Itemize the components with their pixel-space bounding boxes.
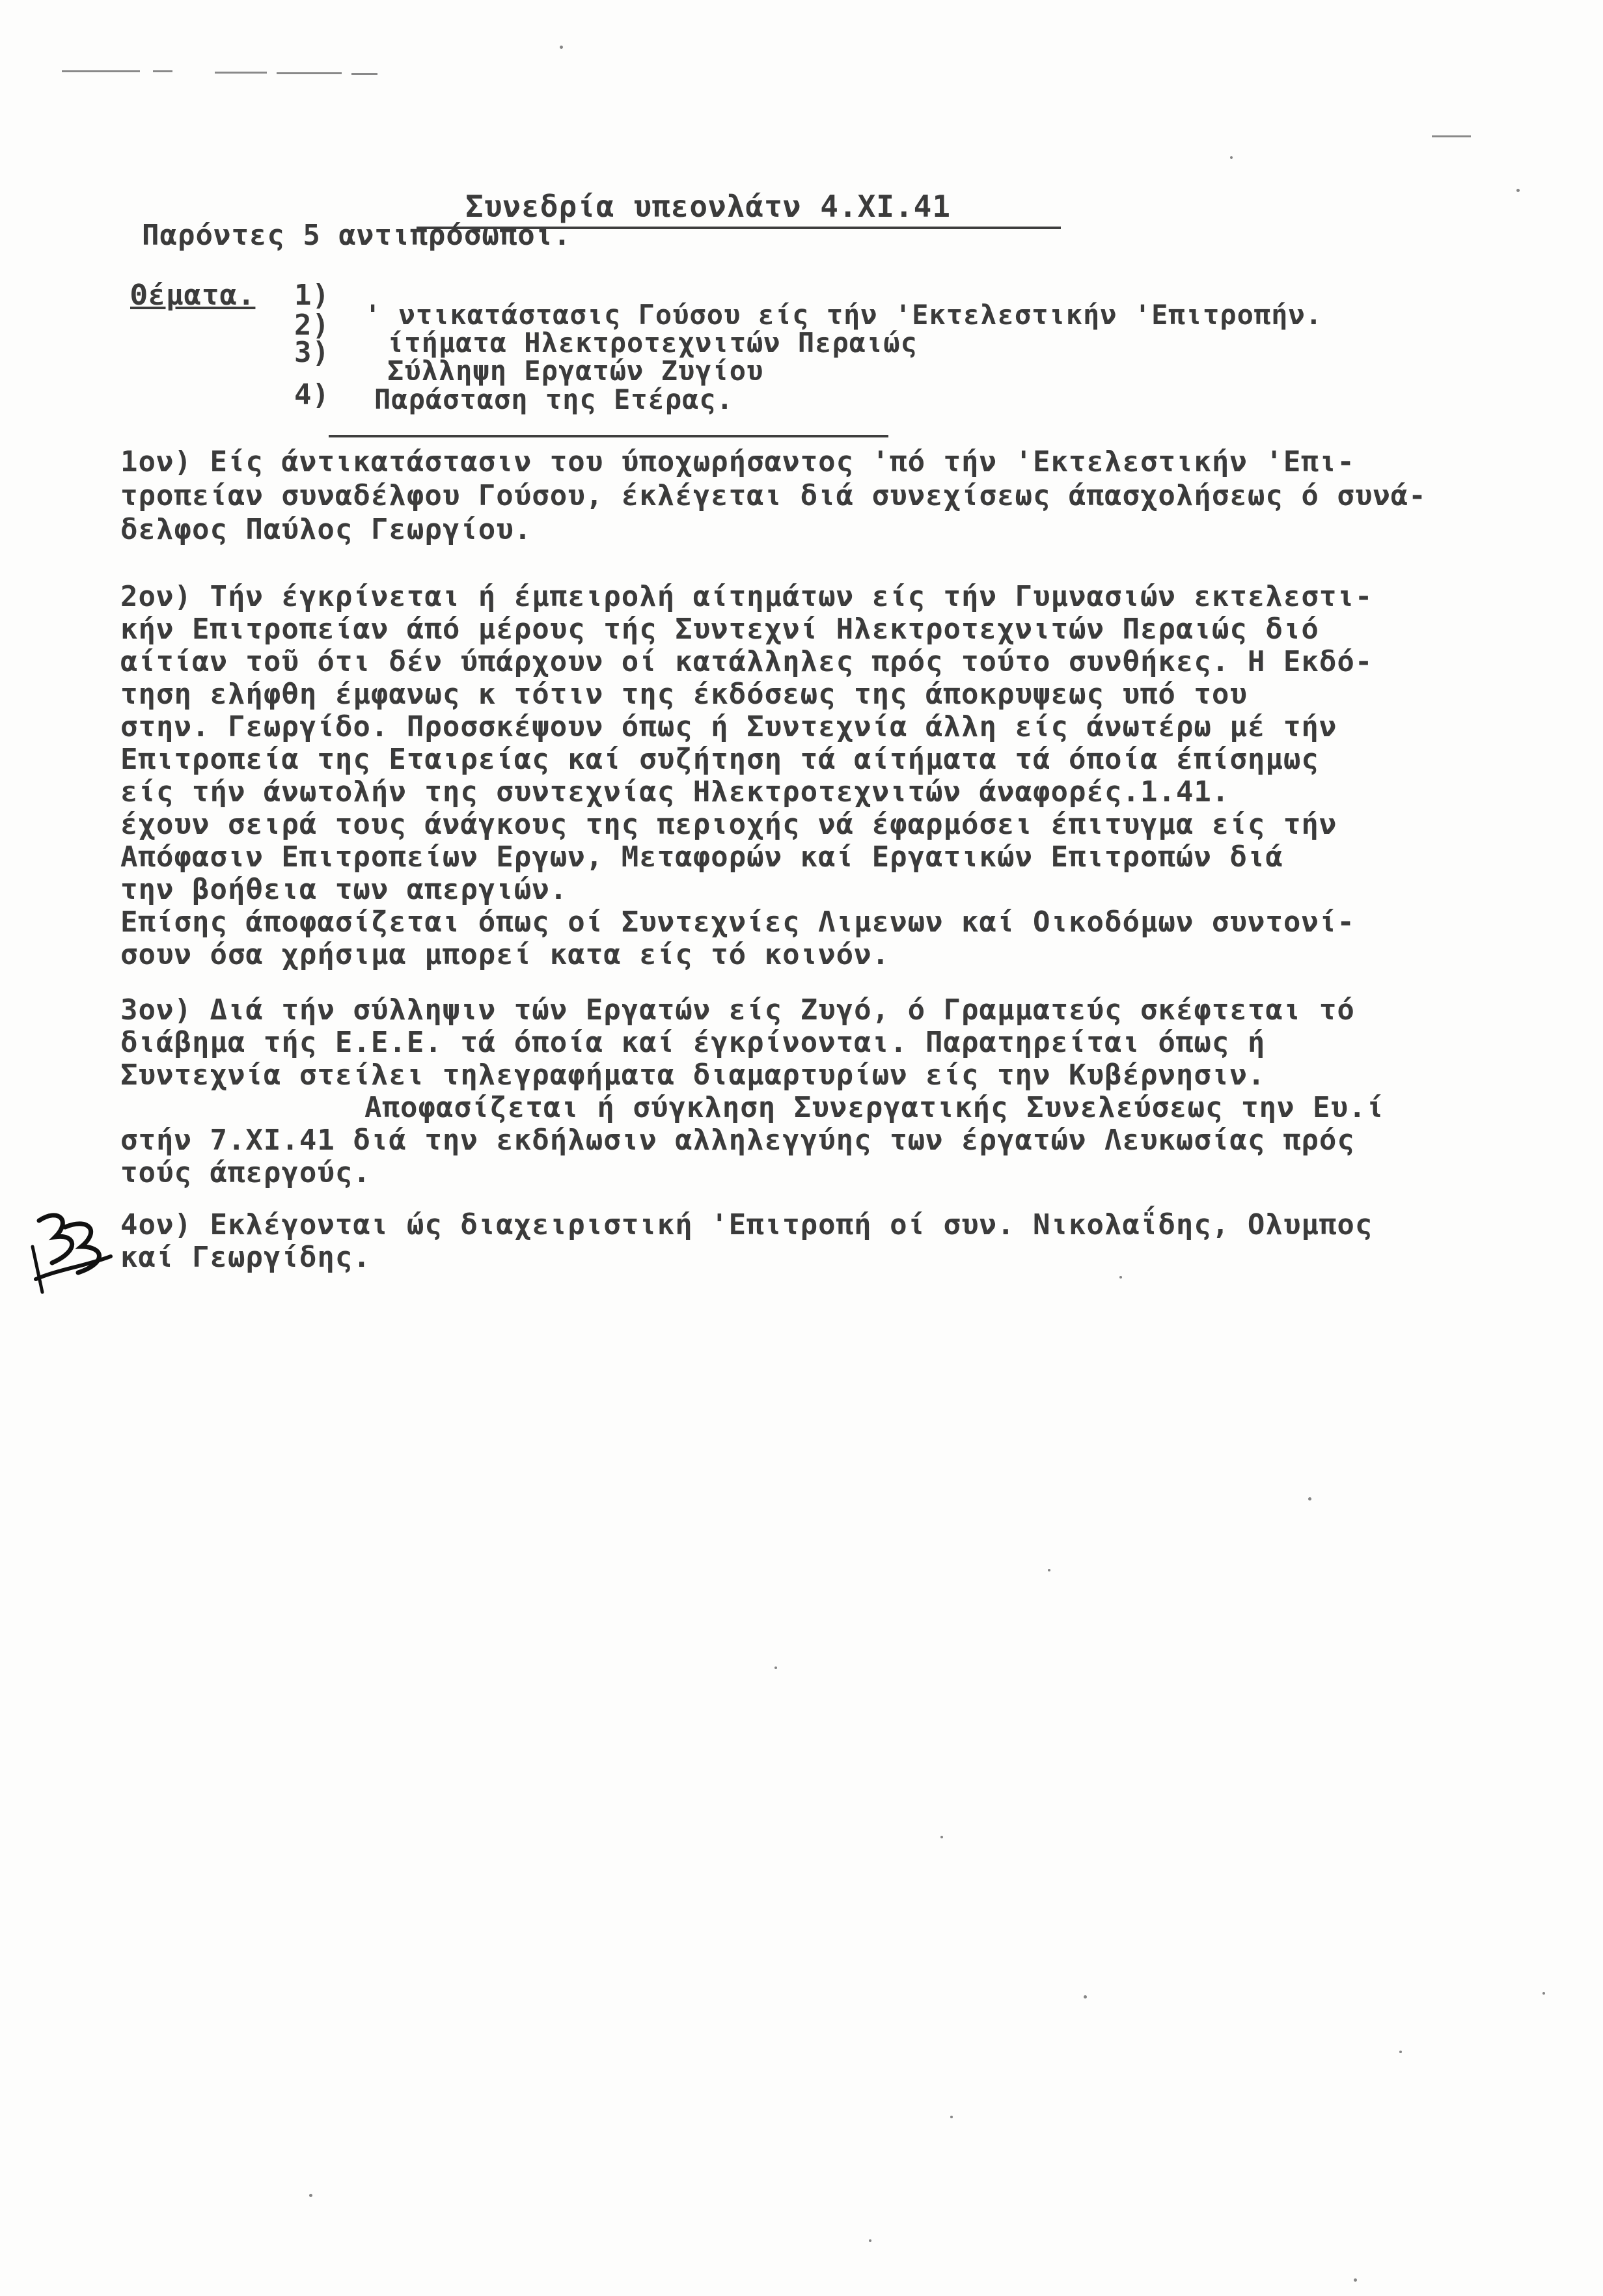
- paragraph-1-line: τροπείαν συναδέλφου Γούσου, έκλέγεται διά συνεχίσεως άπασχολήσεως ό συνά-: [120, 479, 1427, 512]
- scan-artifact-line: [215, 72, 267, 74]
- paragraph-2-line: κήν Επιτροπείαν άπό μέρους τής Συντεχνί Ηλεκτροτεχνιτών Περαιώς διό: [120, 613, 1319, 646]
- agenda-number: 4): [294, 378, 330, 411]
- paragraph-3-line: Συντεχνία στείλει τηλεγραφήματα διαμαρτυρίων είς την Κυβέρνησιν.: [120, 1058, 1266, 1092]
- agenda-number: 1): [294, 279, 330, 312]
- scan-speck: [1542, 1992, 1545, 1995]
- paragraph-2-line: αίτίαν τοῦ ότι δέν ύπάρχουν οί κατάλληλες πρός τούτο συνθήκες. Η Εκδό-: [120, 645, 1373, 678]
- paragraph-2-line: σουν όσα χρήσιμα μπορεί κατα είς τό κοινόν.: [120, 938, 890, 971]
- paragraph-2-line: 2ον) Τήν έγκρίνεται ή έμπειρολή αίτημάτων είς τήν Γυμνασιών εκτελεστι-: [120, 580, 1373, 613]
- scan-speck: [1119, 1276, 1122, 1279]
- scan-artifact-line: [1432, 135, 1471, 137]
- handwritten-margin-mark: [26, 1201, 117, 1299]
- agenda-item: Παράσταση της Ετέρας.: [374, 383, 734, 415]
- scan-artifact-line: [62, 70, 140, 72]
- scan-speck: [1048, 1569, 1050, 1571]
- scan-speck: [1084, 1995, 1087, 1999]
- agenda-label: Θέματα.: [130, 279, 256, 312]
- paragraph-3-line: 3ον) Διά τήν σύλληψιν τών Εργατών είς Ζυγό, ό Γραμματεύς σκέφτεται τό: [120, 993, 1355, 1027]
- paragraph-1-line: δελφος Παύλος Γεωργίου.: [120, 513, 532, 546]
- scan-speck: [309, 2194, 312, 2197]
- agenda-item: ίτήματα Ηλεκτροτεχνιτών Περαιώς: [387, 327, 918, 359]
- agenda-item: Σύλληψη Εργατών Ζυγίου: [387, 355, 764, 387]
- paragraph-2-line: την βοήθεια των απεργιών.: [120, 873, 568, 906]
- scan-artifact-line: [351, 73, 377, 75]
- scan-speck: [1516, 189, 1520, 192]
- paragraph-2-line: Επίσης άποφασίζεται όπως οί Συντεχνίες Λιμενων καί Οικοδόμων συντονί-: [120, 906, 1355, 939]
- agenda-number: 2): [294, 309, 330, 342]
- scan-speck: [1308, 1497, 1311, 1501]
- scan-speck: [1399, 2051, 1402, 2053]
- scan-speck: [560, 46, 563, 49]
- paragraph-1-line: 1ον) Είς άντικατάστασιν του ύποχωρήσαντος 'πό τήν 'Εκτελεστικήν 'Επι-: [120, 445, 1355, 478]
- paragraph-2-line: στην. Γεωργίδο. Προσσκέψουν όπως ή Συντεχνία άλλη είς άνωτέρω μέ τήν: [120, 710, 1337, 743]
- scan-speck: [869, 2239, 871, 2242]
- scan-speck: [774, 1667, 777, 1669]
- paragraph-3-line: διάβημα τής Ε.Ε.Ε. τά όποία καί έγκρίνονται. Παρατηρείται όπως ή: [120, 1026, 1266, 1059]
- paragraph-2-line: τηση ελήφθη έμφανως κ τότιν της έκδόσεως της άποκρυψεως υπό του: [120, 678, 1248, 711]
- document-title: Συνεδρία υπεονλάτν 4.ΧΙ.41: [465, 189, 952, 224]
- scan-speck: [940, 1836, 943, 1838]
- attendance-line: Παρόντες 5 αντιπρόσωποι.: [142, 219, 571, 252]
- paragraph-2-line: έχουν σειρά τους άνάγκους της περιοχής νά έφαρμόσει έπιτυγμα είς τήν: [120, 808, 1337, 841]
- agenda-underline: [329, 435, 888, 437]
- paragraph-2-line: είς τήν άνωτολήν της συντεχνίας Ηλεκτροτεχνιτών άναφορές.1.41.: [120, 775, 1230, 809]
- agenda-item: ' ντικατάστασις Γούσου είς τήν 'Εκτελεστικήν 'Επιτροπήν.: [364, 299, 1323, 331]
- paragraph-3-line: στήν 7.ΧΙ.41 διά την εκδήλωσιν αλληλεγγύης των έργατών Λευκωσίας πρός: [120, 1124, 1355, 1157]
- paragraph-2-line: Απόφασιν Επιτροπείων Εργων, Μεταφορών καί Εργατικών Επιτροπών διά: [120, 840, 1283, 874]
- scan-artifact-line: [277, 72, 342, 74]
- paragraph-4-line: 4ον) Εκλέγονται ώς διαχειριστική 'Επιτροπή οί συν. Νικολαΐδης, Ολυμπος: [120, 1208, 1373, 1241]
- agenda-number: 3): [294, 336, 330, 369]
- scan-speck: [1354, 2278, 1357, 2282]
- scan-speck: [1230, 156, 1233, 159]
- paragraph-3-line: Αποφασίζεται ή σύγκληση Συνεργατικής Συνελεύσεως την Ευ.ί: [364, 1091, 1384, 1124]
- scan-speck: [950, 2116, 953, 2118]
- scan-artifact-line: [153, 70, 172, 72]
- paragraph-4-line: καί Γεωργίδης.: [120, 1241, 371, 1274]
- paragraph-2-line: Επιτροπεία της Εταιρείας καί συζήτηση τά αίτήματα τά όποία έπίσημως: [120, 743, 1319, 776]
- paragraph-3-line: τούς άπεργούς.: [120, 1156, 371, 1189]
